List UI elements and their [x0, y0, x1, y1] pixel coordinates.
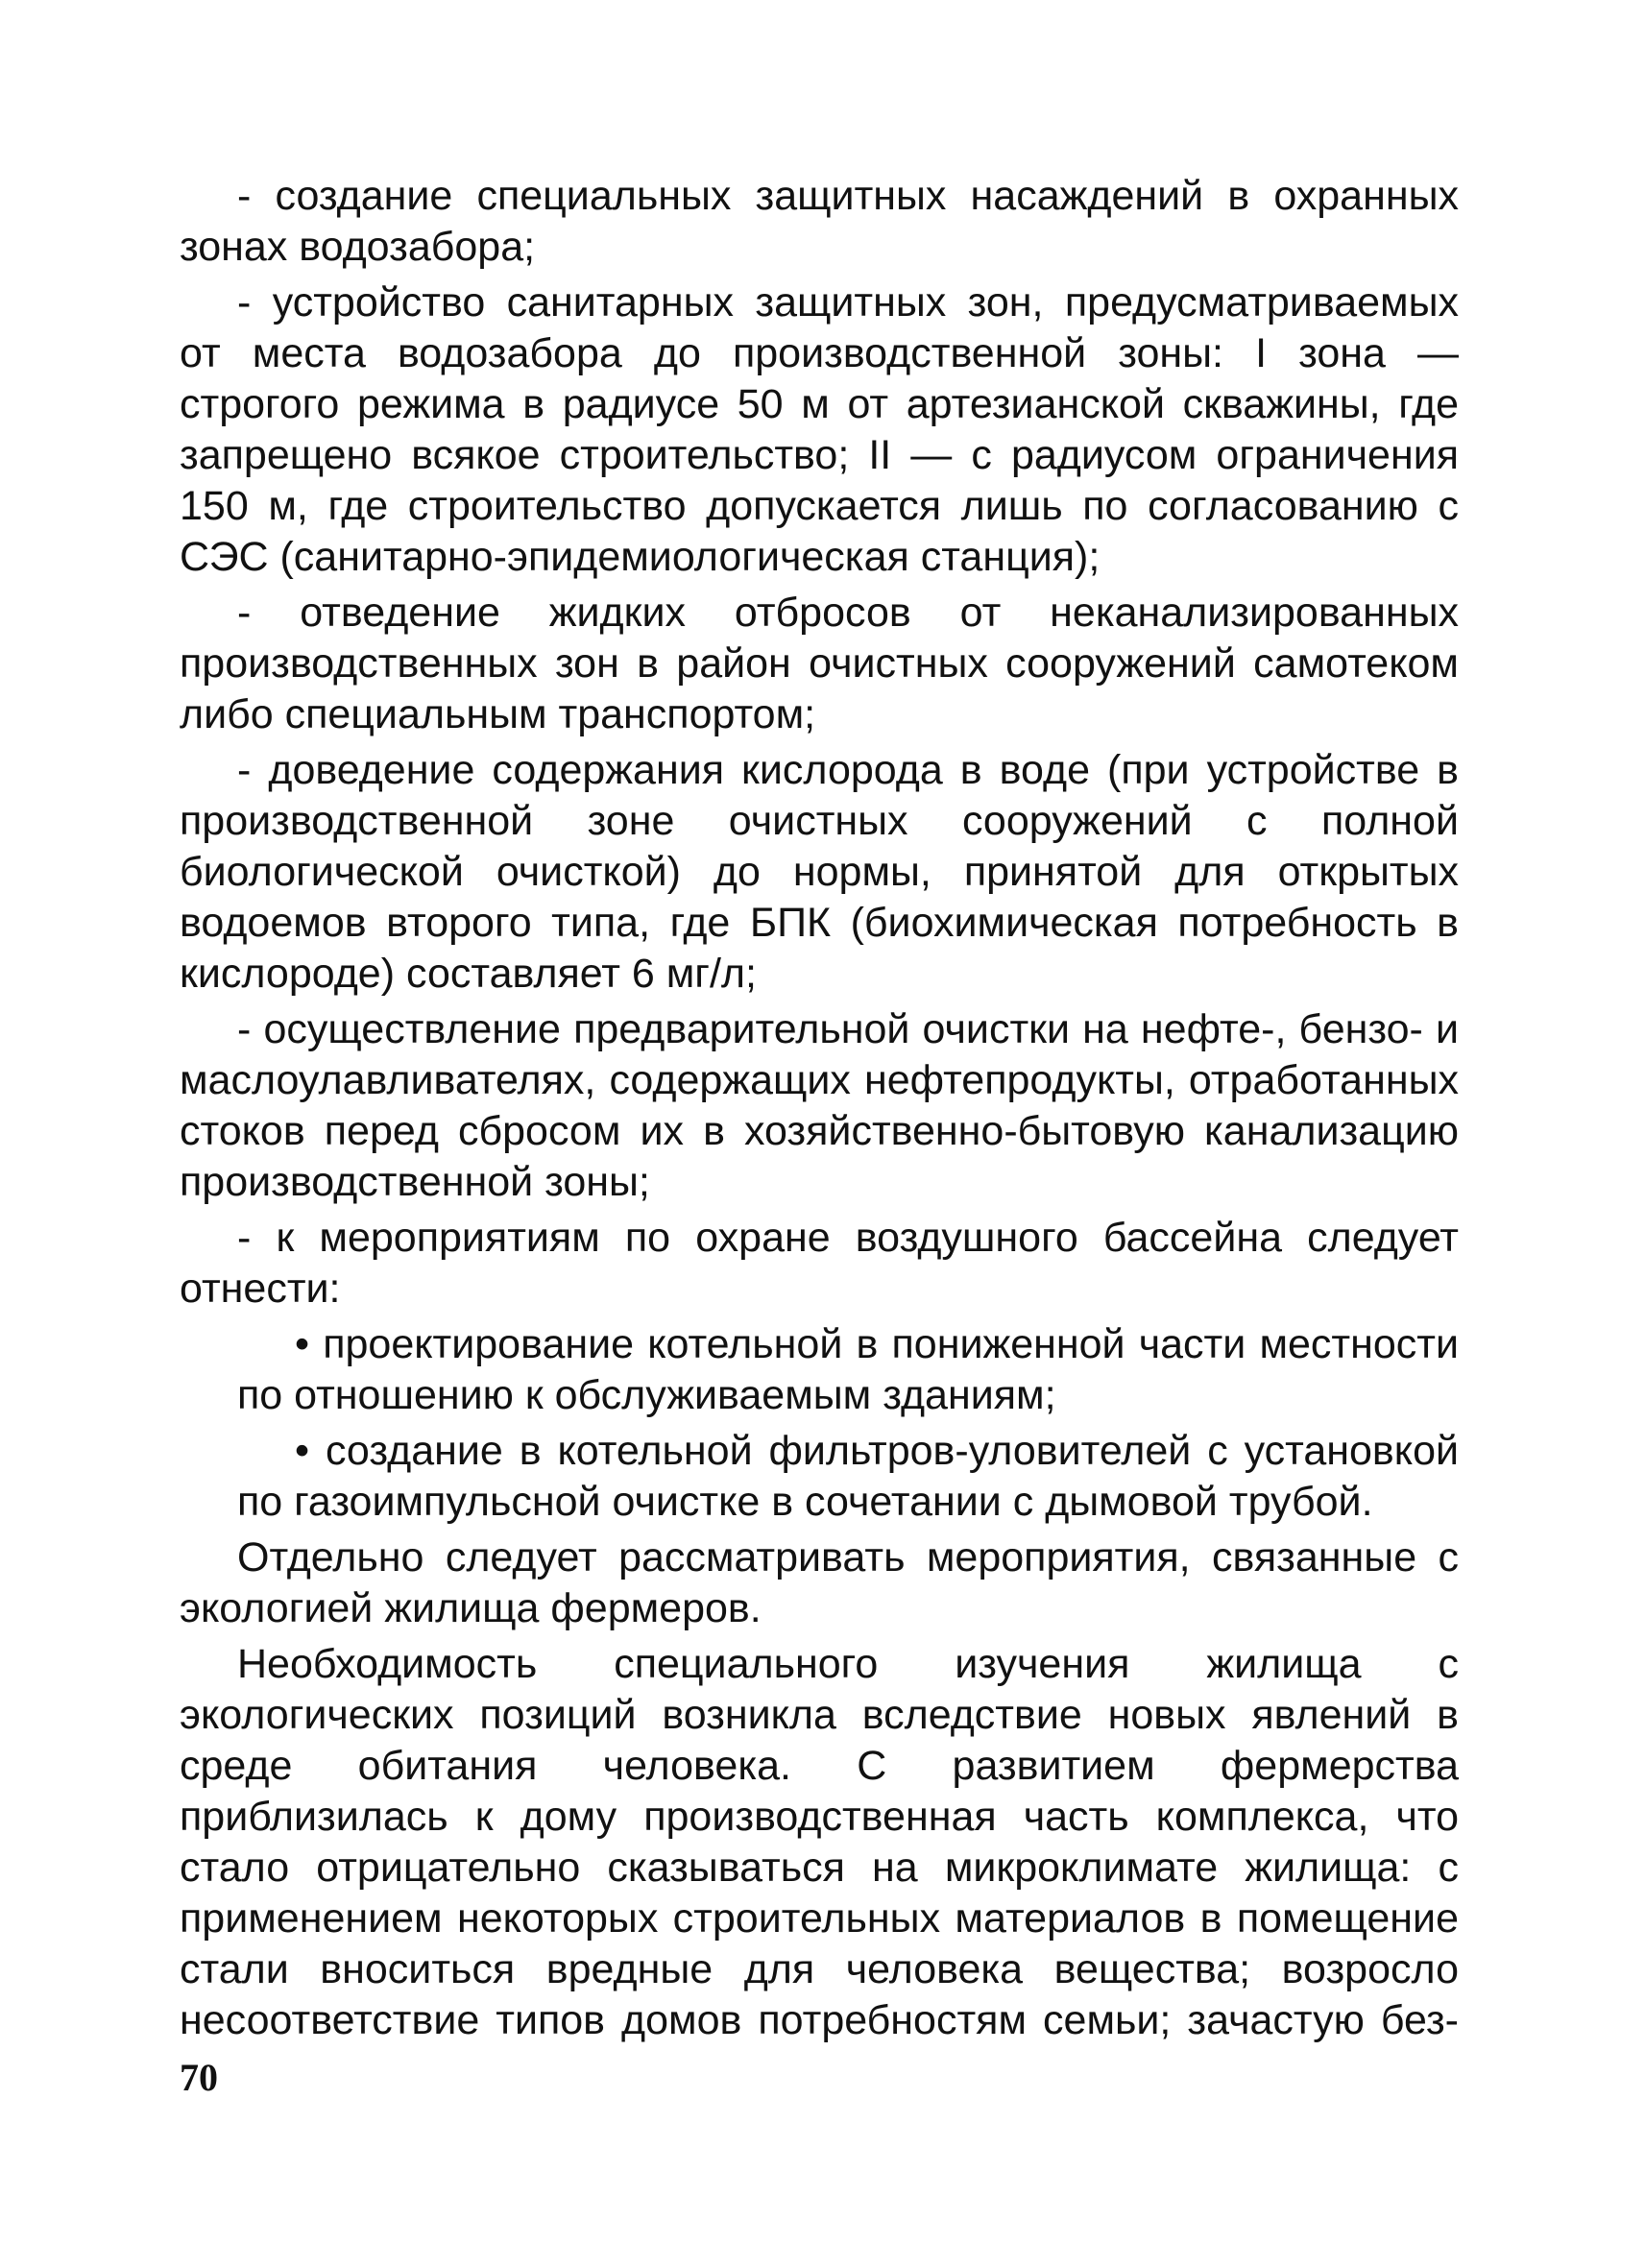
body-text [180, 171, 1459, 2051]
paragraph-protective-plantings: - создание специальных защитных насаждений в охранных зонах водозабора; [180, 173, 1459, 270]
paragraph-liquid-waste: - отведение жидких отбросов от неканализированных производственных зон в район очистных сооружений самотеком либо специальным транспортом; [180, 590, 1459, 737]
paragraph-sanitary-zones: - устройство санитарных защитных зон, предусматриваемых от места водозабора до производственной зоны: I зона — строгого режима в радиусе 50 м от артезианской скважины, где запрещено всякое строительство; II — с радиусом ограничения 150 м, где строительство допускается лишь по согласованию с СЭС (санитарно-эпидемиологическая станция); [180, 279, 1459, 580]
bullet-filter-catchers: • создание в котельной фильтров-уловителей с установкой по газоимпульсной очистке в сочетании с дымовой трубой. [237, 1428, 1459, 1525]
paragraph-oxygen-content: - доведение содержания кислорода в воде (при устройстве в производственной зоне очистных сооружений с полной биологической очисткой) до нормы, принятой для открытых водоемов второго типа, где БПК (биохимическая потребность в кислороде) составляет 6 мг/л; [180, 747, 1459, 997]
page-number: 70 [180, 2056, 218, 2099]
paragraph-farmer-housing: Отдельно следует рассматривать мероприятия, связанные с экологией жилища фермеров. [180, 1534, 1459, 1631]
paragraph-housing-ecology: Необходимость специального изучения жилища с экологических позиций возникла вследствие новых явлений в среде обитания человека. С развитием фермерства приблизилась к дому производственная часть комплекса, что стало отрицательно сказываться на микроклимате жилища: с применением некоторых строительных материалов в помещение стали вноситься вредные для человека вещества; возросло несоответствие типов домов потребностям семьи; зачастую без- [180, 1641, 1459, 2043]
paragraph-air-protection: - к мероприятиям по охране воздушного бассейна следует отнести: [180, 1215, 1459, 1312]
paragraph-pretreatment: - осуществление предварительной очистки на нефте-, бензо- и маслоулавливателях, содержащих нефтепродукты, отработанных стоков перед сбросом их в хозяйственно-бытовую канализацию производственной зоны; [180, 1006, 1459, 1205]
bullet-boiler-location: • проектирование котельной в пониженной части местности по отношению к обслуживаемым зданиям; [237, 1321, 1459, 1418]
